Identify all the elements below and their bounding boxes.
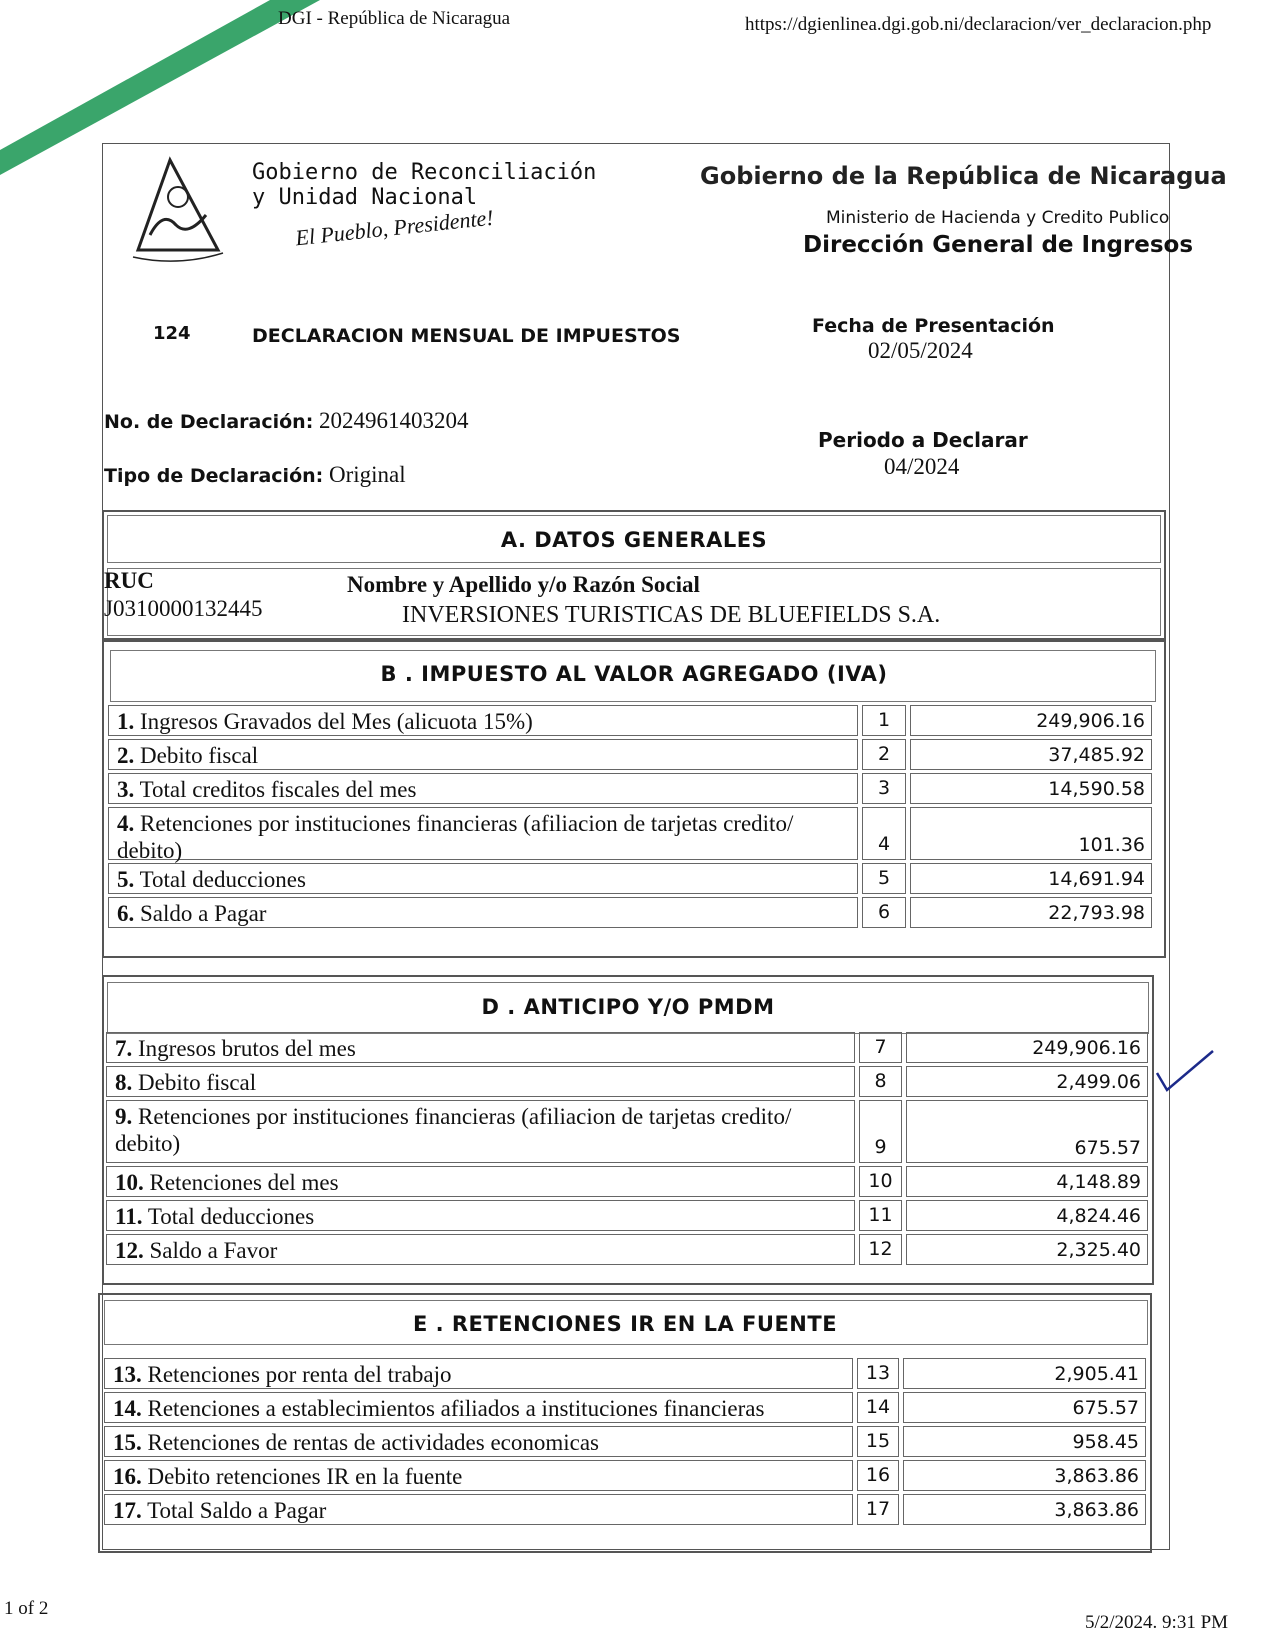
row-label	[106, 1166, 855, 1197]
row-label	[108, 739, 858, 770]
row-code: 9	[859, 1100, 902, 1163]
row-number: 7.	[115, 1036, 133, 1061]
row-code: 15	[857, 1426, 899, 1457]
row-value: 249,906.16	[910, 705, 1152, 736]
row-number: 5.	[117, 867, 135, 892]
row-label	[104, 1460, 853, 1491]
tipo-declaracion-label: Tipo de Declaración:	[104, 465, 324, 487]
section-b-title: B . IMPUESTO AL VALOR AGREGADO (IVA)	[380, 662, 888, 686]
government-logo-icon	[128, 155, 228, 265]
row-code: 10	[859, 1166, 902, 1197]
row-value: 14,590.58	[910, 773, 1152, 804]
row-number: 9.	[115, 1104, 133, 1129]
row-label	[108, 897, 858, 928]
row-value: 2,325.40	[906, 1234, 1148, 1265]
row-value: 4,148.89	[906, 1166, 1148, 1197]
row-value: 2,905.41	[903, 1358, 1146, 1389]
row-label	[108, 807, 858, 863]
row-code: 3	[862, 773, 906, 804]
row-text: Total deducciones	[134, 867, 306, 892]
row-text: Saldo a Favor	[143, 1238, 278, 1263]
row-label	[104, 1392, 853, 1423]
row-text: Total creditos fiscales del mes	[134, 777, 417, 802]
no-declaracion	[104, 408, 469, 434]
row-code: 7	[859, 1032, 902, 1063]
row-text: Retenciones de rentas de actividades economicas	[141, 1430, 600, 1455]
row-label	[104, 1494, 853, 1525]
header-direction: Dirección General de Ingresos	[803, 232, 1194, 258]
row-label	[108, 773, 858, 804]
periodo-label: Periodo a Declarar	[818, 428, 1028, 452]
row-label	[104, 1426, 853, 1457]
row-text: Debito retenciones IR en la fuente	[141, 1464, 463, 1489]
row-label	[104, 1358, 853, 1389]
row-code: 16	[857, 1460, 899, 1491]
row-value: 2,499.06	[906, 1066, 1148, 1097]
row-value: 249,906.16	[906, 1032, 1148, 1063]
row-value: 3,863.86	[903, 1460, 1146, 1491]
form-name: DECLARACION MENSUAL DE IMPUESTOS	[252, 325, 681, 347]
row-text: Ingresos Gravados del Mes (alicuota 15%)	[134, 709, 533, 734]
razon-social-value: INVERSIONES TURISTICAS DE BLUEFIELDS S.A.	[402, 602, 941, 628]
header-left-line2: y Unidad Nacional	[252, 185, 478, 210]
no-declaracion-value: 2024961403204	[319, 408, 469, 433]
row-code: 8	[859, 1066, 902, 1097]
row-code: 11	[859, 1200, 902, 1231]
row-number: 16.	[113, 1464, 142, 1489]
row-number: 15.	[113, 1430, 142, 1455]
section-d-title: D . ANTICIPO Y/O PMDM	[481, 995, 775, 1019]
row-number: 2.	[117, 743, 135, 768]
row-code: 2	[862, 739, 906, 770]
row-code: 6	[862, 897, 906, 928]
no-declaracion-label: No. de Declaración:	[104, 411, 314, 433]
row-text: Retenciones a establecimientos afiliados a instituciones financieras	[141, 1396, 765, 1421]
section-e-title: E . RETENCIONES IR EN LA FUENTE	[412, 1312, 838, 1336]
row-value: 3,863.86	[903, 1494, 1146, 1525]
tipo-declaracion	[104, 462, 406, 488]
row-label	[108, 705, 858, 736]
fecha-label: Fecha de Presentación	[812, 315, 1055, 337]
browser-page-title: DGI - República de Nicaragua	[278, 8, 511, 29]
page-counter: 1 of 2	[4, 1598, 49, 1619]
row-text: Retenciones por instituciones financieras (afiliacion de tarjetas credito/ debito)	[117, 811, 794, 863]
row-number: 12.	[115, 1238, 144, 1263]
row-code: 13	[857, 1358, 899, 1389]
row-value: 37,485.92	[910, 739, 1152, 770]
row-number: 11.	[115, 1204, 143, 1229]
row-number: 8.	[115, 1070, 133, 1095]
row-text: Retenciones por renta del trabajo	[141, 1362, 452, 1387]
row-number: 1.	[117, 709, 135, 734]
section-a-title: A. DATOS GENERALES	[500, 528, 768, 552]
ruc-label: RUC	[104, 568, 154, 593]
row-label	[106, 1066, 855, 1097]
row-value: 101.36	[910, 807, 1152, 860]
row-label	[106, 1200, 855, 1231]
row-value: 675.57	[903, 1392, 1146, 1423]
row-text: Saldo a Pagar	[134, 901, 267, 926]
row-code: 1	[862, 705, 906, 736]
row-text: Debito fiscal	[132, 1070, 257, 1095]
row-number: 10.	[115, 1170, 144, 1195]
row-value: 22,793.98	[910, 897, 1152, 928]
row-code: 4	[862, 807, 906, 860]
row-text: Ingresos brutos del mes	[132, 1036, 356, 1061]
row-code: 17	[857, 1494, 899, 1525]
row-text: Total deducciones	[142, 1204, 315, 1229]
header-right-title: Gobierno de la República de Nicaragua	[700, 162, 1227, 190]
row-value: 675.57	[906, 1100, 1148, 1163]
row-number: 4.	[117, 811, 135, 836]
header-left-line1: Gobierno de Reconciliación	[252, 160, 597, 185]
row-number: 6.	[117, 901, 135, 926]
print-datetime: 5/2/2024. 9:31 PM	[1085, 1612, 1229, 1633]
row-code: 14	[857, 1392, 899, 1423]
row-number: 17.	[113, 1498, 142, 1523]
row-label	[108, 863, 858, 894]
ruc-value: J0310000132445	[104, 596, 263, 621]
row-text: Debito fiscal	[134, 743, 259, 768]
row-code: 12	[859, 1234, 902, 1265]
razon-social-label: Nombre y Apellido y/o Razón Social	[347, 572, 700, 597]
header-ministry: Ministerio de Hacienda y Credito Publico	[826, 208, 1170, 228]
row-value: 958.45	[903, 1426, 1146, 1457]
row-number: 3.	[117, 777, 135, 802]
check-mark-icon	[1155, 1048, 1215, 1093]
browser-url[interactable]: https://dgienlinea.dgi.gob.ni/declaracion/ver_declaracion.php	[745, 14, 1212, 35]
row-label	[106, 1234, 855, 1265]
tipo-declaracion-value: Original	[329, 462, 406, 487]
row-label	[106, 1100, 855, 1163]
row-text: Retenciones del mes	[143, 1170, 339, 1195]
header-slogan: El Pueblo, Presidente!	[294, 204, 495, 251]
periodo-value: 04/2024	[884, 454, 960, 479]
row-value: 4,824.46	[906, 1200, 1148, 1231]
row-number: 13.	[113, 1362, 142, 1387]
row-label	[106, 1032, 855, 1063]
row-value: 14,691.94	[910, 863, 1152, 894]
form-code: 124	[153, 323, 191, 344]
row-text: Total Saldo a Pagar	[141, 1498, 327, 1523]
row-number: 14.	[113, 1396, 142, 1421]
row-code: 5	[862, 863, 906, 894]
fecha-value: 02/05/2024	[868, 338, 973, 363]
row-text: Retenciones por instituciones financieras (afiliacion de tarjetas credito/ debito)	[115, 1104, 792, 1156]
